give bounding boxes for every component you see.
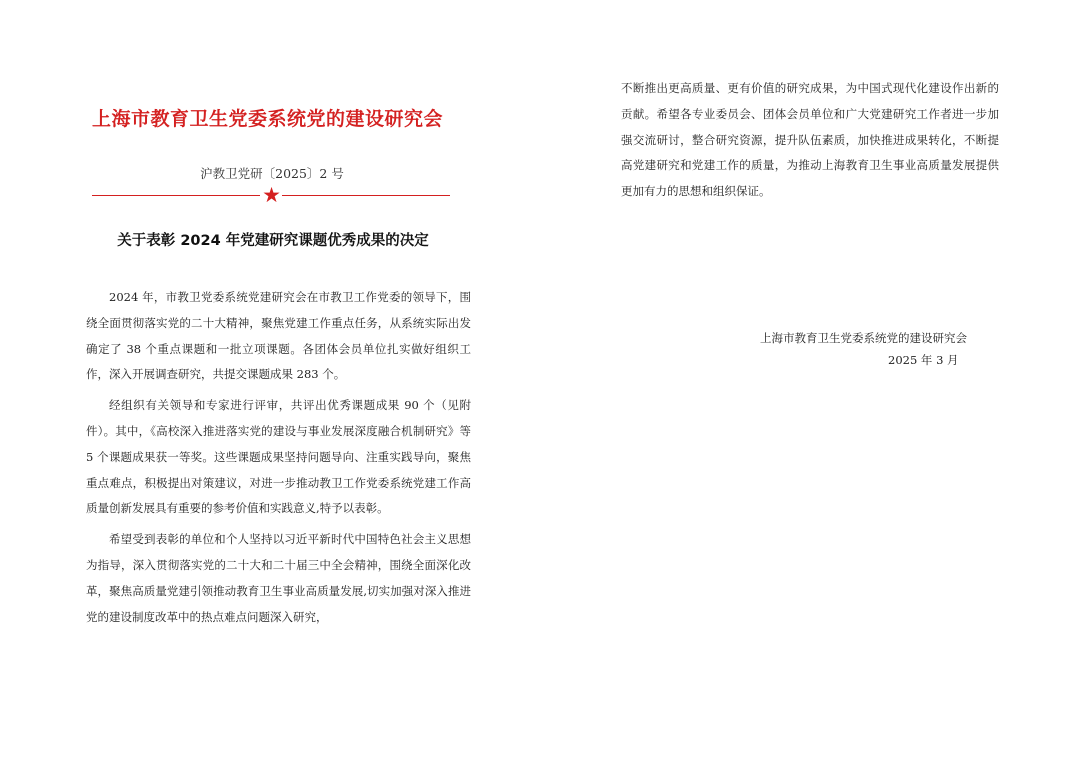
organization-header: 上海市教育卫生党委系统党的建设研究会: [92, 108, 444, 130]
star-icon: ★: [262, 183, 281, 207]
signature-date: 2025 年 3 月: [888, 353, 959, 367]
divider-line-right: [282, 195, 450, 196]
signature-block: [760, 327, 1000, 371]
body-paragraph-1: 2024 年，市教卫党委系统党建研究会在市教卫工作党委的领导下，围绕全面贯彻落实党的二十大精神，聚焦党建工作重点任务，从系统实际出发确定了 38 个重点课题和一批立项课题。各团体会员单位扎实做好组织工作，深入开展调查研究，共提交课题成果 283 个。: [86, 290, 471, 382]
body-paragraph-continuation: 不断推出更高质量、更有价值的研究成果，为中国式现代化建设作出新的贡献。希望各专业委员会、团体会员单位和广大党建研究工作者进一步加强交流研讨，整合研究资源，提升队伍素质，加快推进成果转化，不断提高党建研究和党建工作的质量，为推动上海教育卫生事业高质量发展提供更加有力的思想和组织保证。: [621, 81, 999, 199]
document-title: 关于表彰 2024 年党建研究课题优秀成果的决定: [117, 233, 429, 249]
body-paragraph-3: 希望受到表彰的单位和个人坚持以习近平新时代中国特色社会主义思想为指导，深入贯彻落实党的二十大和二十届三中全会精神，围绕全面深化改革，聚焦高质量党建引领推动教育卫生事业高质量发展,切实加强对深入推进党的建设制度改革中的热点难点问题深入研究，: [86, 532, 471, 624]
red-divider: [92, 183, 450, 207]
document-number: 沪教卫党研〔2025〕2 号: [200, 166, 344, 181]
body-paragraph-2: 经组织有关领导和专家进行评审，共评出优秀课题成果 90 个（见附件）。其中，《高校深入推进落实党的建设与事业发展深度融合机制研究》等 5 个课题成果获一等奖。这些课题成果坚持问题导向、注重实践导向，聚焦重点难点，积极提出对策建议，对进一步推动教卫工作党委系统党建工作高质量创新发展具有重要的参考价值和实践意义,特予以表彰。: [86, 398, 471, 516]
document-body-continued: [621, 76, 999, 205]
divider-line-left: [92, 195, 260, 196]
document-body: [86, 285, 471, 630]
signature-organization: 上海市教育卫生党委系统党的建设研究会: [760, 331, 967, 345]
